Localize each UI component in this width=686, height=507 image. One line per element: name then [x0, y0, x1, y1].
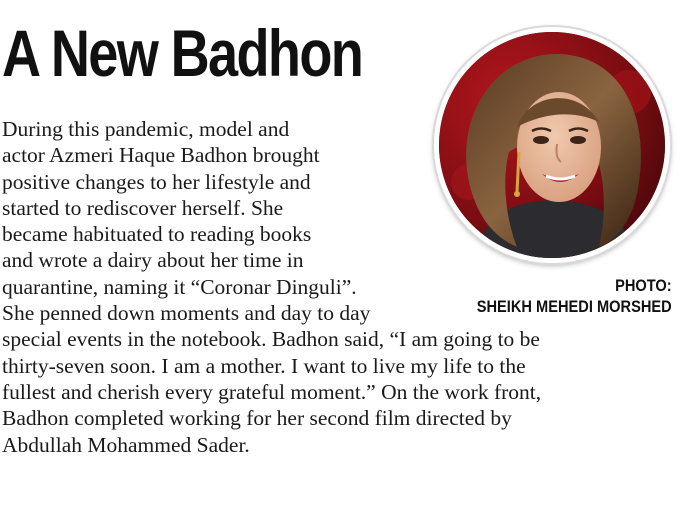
body-line: actor Azmeri Haque Badhon brought [2, 143, 320, 168]
body-line: special events in the notebook. Badhon said, “I am going to be [2, 327, 540, 352]
article-body [2, 116, 682, 458]
body-line: and wrote a dairy about her time in [2, 248, 304, 273]
body-line: She penned down moments and day to day [2, 301, 371, 326]
photo-credit-name: SHEIKH MEHEDI MORSHED [477, 297, 672, 316]
body-line: thirty-seven soon. I am a mother. I want to live my life to the [2, 353, 526, 378]
article-headline: A New Badhon [2, 16, 363, 90]
body-line: became habituated to reading books [2, 222, 312, 247]
body-line: Abdullah Mohammed Sader. [2, 432, 250, 457]
photo-credit-label: PHOTO: [615, 276, 672, 295]
body-line: fullest and cherish every grateful moment.” On the work front, [2, 379, 542, 404]
body-line: positive changes to her lifestyle and [2, 169, 311, 194]
body-line: quarantine, naming it “Coronar Dinguli”. [2, 274, 357, 299]
body-line: started to rediscover herself. She [2, 195, 284, 220]
body-line: Badhon completed working for her second film directed by [2, 406, 512, 431]
body-line: During this pandemic, model and [2, 117, 290, 141]
